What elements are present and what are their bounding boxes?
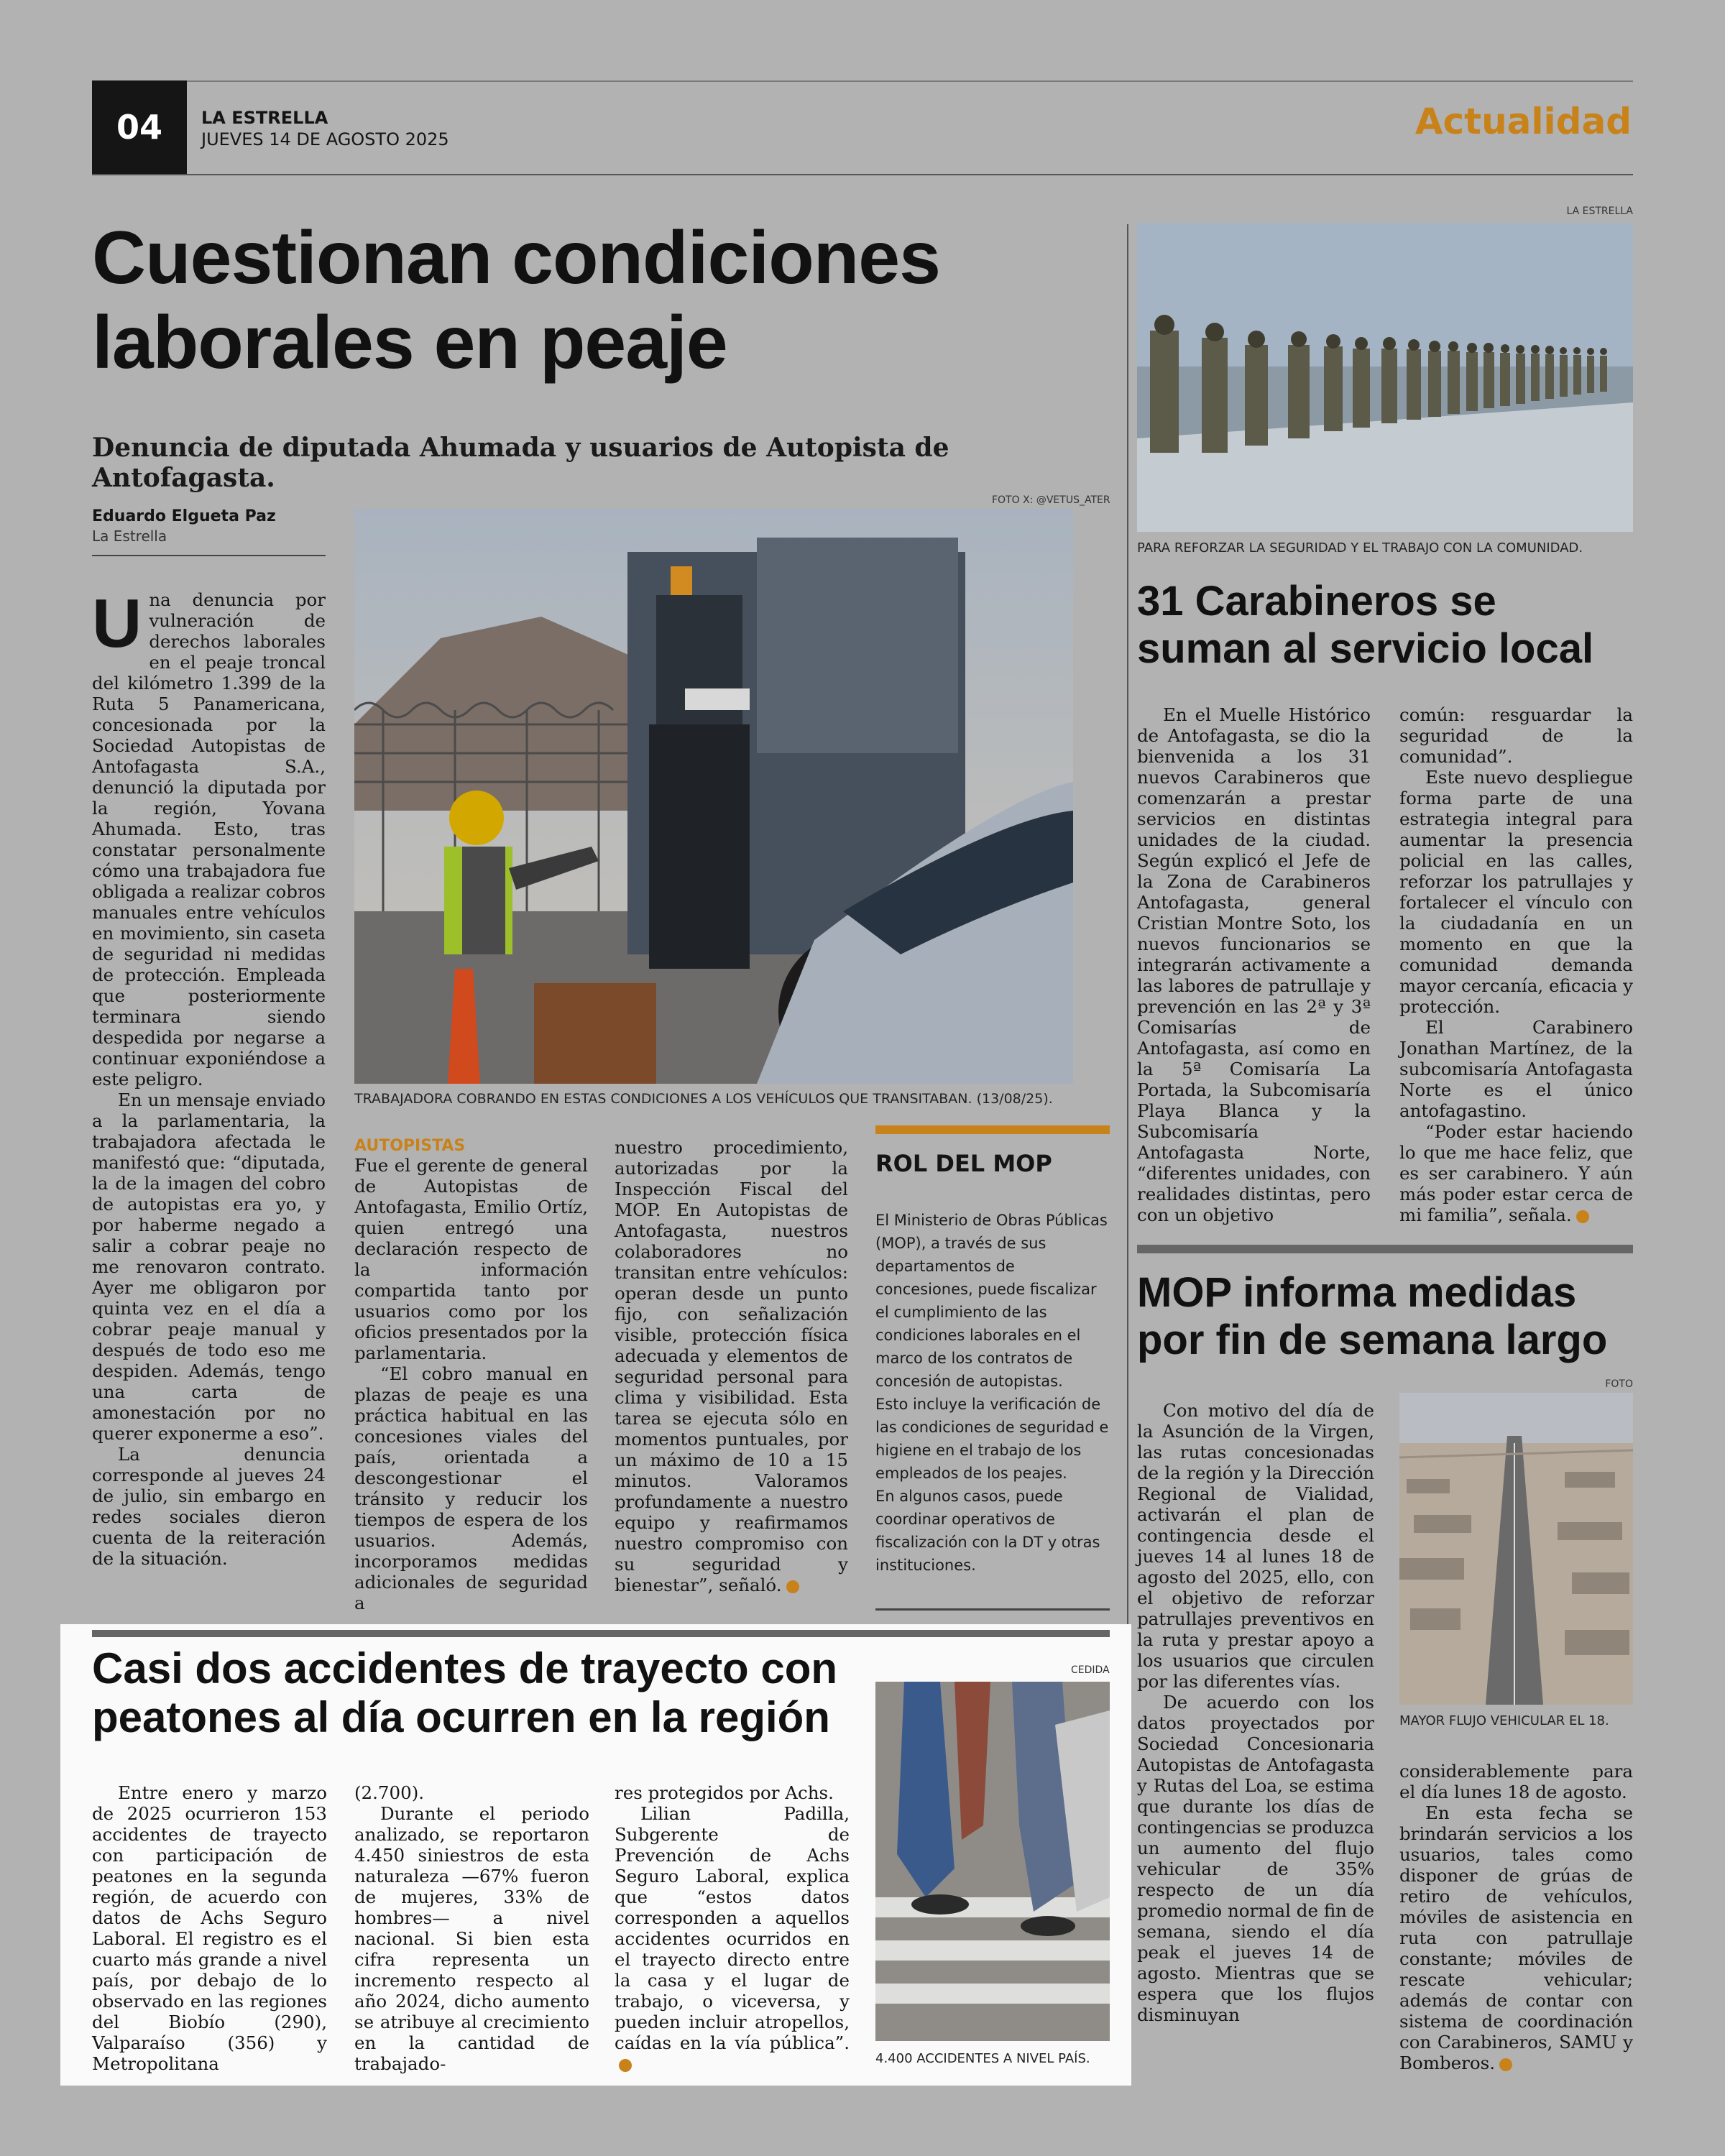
main-col1-p2: En un mensaje enviado a la parlamentaria, la trabajadora afectada le manifestó que: “diputada, la de la imagen del cobro de autopistas era yo, y por haberme negado a salir a cobrar peaje no me renovaron contrato. Ayer me obligaron por quinta vez en el día a cobrar peaje manual y después de todo eso me despiden. Además, tengo una carta de amonestación por no querer exponerme a eso”.: [92, 1089, 326, 1444]
accidents-col3: [615, 1782, 850, 2074]
accidents-headline: Casi dos accidentes de trayecto con peatones al día ocurren en la región: [92, 1644, 838, 1741]
accidents-col2-p1: (2.700).: [354, 1782, 425, 1803]
carabineros-photo-credit: LA ESTRELLA: [1566, 206, 1633, 217]
mop-col1: [1137, 1400, 1374, 2025]
highway-aerial-photo: [1399, 1393, 1633, 1705]
mop-col2-p1: considerablemente para el día lunes 18 de agosto.: [1399, 1761, 1633, 1802]
accidents-col3-p2: Lilian Padilla, Subgerente de Prevención de Achs Seguro Laboral, explica que “estos datos corresponden a aquellos accidentes ocurridos en el trayecto directo entre la casa y el lugar de trabajo, o viceversa, y pueden incluir atropellos, caídas en la vía pública”.: [615, 1803, 850, 2053]
carabineros-photo-caption: PARA REFORZAR LA SEGURIDAD Y EL TRABAJO CON LA COMUNIDAD.: [1137, 540, 1583, 556]
main-col2-p2: “El cobro manual en plazas de peaje es una práctica habitual en las concesiones viales del país, orientada a descongestionar el tránsito y reducir los tiempos de espera de los usuarios. Además, incorporamos medidas adicionales de seguridad a: [354, 1363, 588, 1613]
main-col2-p1: Fue el gerente de general de Autopistas de Antofagasta, Emilio Ortíz, quien entregó una declaración respecto de la información compartida tanto por usuarios como por los oficios presentados por la parlamentaria.: [354, 1155, 588, 1363]
carabineros-illustration: [1137, 223, 1633, 532]
carabineros-col2-p2: Este nuevo despliegue forma parte de una estrategia integral para aumentar la presencia policial en las calles, reforzar los patrullajes y fortalecer el vínculo con la ciudadanía en un momento en que la comunidad demanda mayor cercanía, eficacia y protección.: [1399, 767, 1633, 1017]
box-p2: Esto incluye la verificación de las condiciones de seguridad e higiene en el trabajo de los empleados de los peajes.: [875, 1396, 1109, 1482]
main-photo-caption: TRABAJADORA COBRANDO EN ESTAS CONDICIONES A LOS VEHÍCULOS QUE TRANSITABAN. (13/08/25).: [354, 1091, 1053, 1107]
kicker-autopistas: AUTOPISTAS: [354, 1137, 466, 1155]
page-number: 04: [92, 80, 187, 174]
accidents-top-rule: [92, 1630, 1110, 1637]
accidents-col2: [354, 1782, 589, 2074]
main-col1-p3: La denuncia corresponde al jueves 24 de julio, sin embargo en redes sociales dieron cuenta de la reiteración de la situación.: [92, 1444, 326, 1569]
mop-col2: [1399, 1761, 1633, 2073]
end-mark-icon: [619, 2059, 632, 2072]
carabineros-col2-p3: El Carabinero Jonathan Martínez, de la subcomisaría Antofagasta Norte es el único antofagastino.: [1399, 1017, 1633, 1121]
main-photo-credit: FOTO X: @VETUS_ATER: [992, 494, 1110, 506]
mop-photo-credit: FOTO: [1605, 1378, 1633, 1390]
dropcap: U: [92, 585, 142, 662]
toll-worker-illustration: [354, 509, 1073, 1084]
carabineros-col2-p4: “Poder estar haciendo lo que me hace feliz, que es ser carabinero. Y aún más poder estar cerca de mi familia”, señala.: [1399, 1121, 1633, 1225]
main-col3-p1: nuestro procedimiento, autorizadas por la Inspección Fiscal del MOP. En Autopistas de Antofagasta, nuestros colaboradores no transitan entre vehículos: operan desde un punto fijo, con señalización visible, protección física adecuada y elementos de seguridad personal para clima y visibilidad. Esta tarea se ejecuta sólo en momentos puntuales, por un máximo de 10 a 15 minutos. Valoramos profundamente a nuestro equipo y reafirmamos nuestro compromiso con su seguridad y bienestar”, señaló.: [615, 1137, 848, 1595]
box-title: ROL DEL MOP: [875, 1150, 1052, 1177]
mop-photo-caption: MAYOR FLUJO VEHICULAR EL 18.: [1399, 1713, 1609, 1728]
pedestrians-photo: [875, 1682, 1110, 2041]
box-p3: En algunos casos, puede coordinar operativos de fiscalización con la DT y otras instituciones.: [875, 1488, 1100, 1574]
publication-date: JUEVES 14 DE AGOSTO 2025: [201, 129, 449, 149]
byline-rule: [92, 555, 326, 556]
main-deck: Denuncia de diputada Ahumada y usuarios de Autopista de Antofagasta.: [92, 433, 949, 493]
mop-top-rule: [1137, 1245, 1633, 1253]
publication-name: LA ESTRELLA: [201, 108, 328, 128]
main-headline: Cuestionan condiciones laborales en peaje: [92, 216, 940, 384]
mop-headline: MOP informa medidas por fin de semana largo: [1137, 1269, 1608, 1363]
box-p1: El Ministerio de Obras Públicas (MOP), a través de sus departamentos de concesiones, puede fiscalizar el cumplimiento de las condiciones laborales en el marco de los contratos de concesión de autopistas.: [875, 1212, 1108, 1390]
top-rule: [92, 80, 1633, 82]
accidents-col3-p1: res protegidos por Achs.: [615, 1782, 834, 1803]
accidents-col1-p1: Entre enero y marzo de 2025 ocurrieron 153 accidentes de trayecto con participación de peatones en la segunda región, de acuerdo con datos de Achs Seguro Laboral. El registro es el cuarto más grande a nivel país, por debajo de lo observado en las regiones del Biobío (290), Valparaíso (356) y Metropolitana: [92, 1782, 327, 2074]
end-mark-icon: [1499, 2058, 1512, 2071]
main-article-col2: [354, 1137, 588, 1613]
box-accent-bar: [875, 1125, 1110, 1134]
carabineros-photo: [1137, 223, 1633, 532]
end-mark-icon: [1576, 1210, 1589, 1223]
carabineros-headline: 31 Carabineros se suman al servicio local: [1137, 578, 1594, 672]
main-article-col1: [92, 585, 326, 1569]
accidents-photo-caption: 4.400 ACCIDENTES A NIVEL PAÍS.: [875, 2051, 1090, 2066]
byline-source: La Estrella: [92, 528, 167, 545]
main-article-col3: [615, 1137, 848, 1595]
section-title: Actualidad: [1414, 101, 1632, 142]
end-mark-icon: [786, 1580, 799, 1593]
accidents-col2-p2: Durante el periodo analizado, se reportaron 4.450 siniestros de esta naturaleza —67% fueron de mujeres, 33% de hombres— a nivel nacional. Si bien esta cifra representa un incremento respecto al año 2024, dicho aumento se atribuye al crecimiento en la cantidad de trabajado-: [354, 1803, 589, 2074]
mop-p1: Con motivo del día de la Asunción de la Virgen, las rutas concesionadas de la región y la Dirección Regional de Vialidad, activarán el plan de contingencia desde el jueves 14 al lunes 18 de agosto del 2025, ello, con el objetivo de reforzar patrullajes preventivos en la ruta y prestar apoyo a los usuarios que circulen por las diferentes vías.: [1137, 1400, 1374, 1692]
box-text: [875, 1209, 1110, 1577]
byline-author: Eduardo Elgueta Paz: [92, 507, 276, 525]
header-rule: [92, 174, 1633, 175]
mop-p2: De acuerdo con los datos proyectados por Sociedad Concesionaria Autopistas de Antofagasta y Rutas del Loa, se estima que durante los días de contingencias se produzca un aumento del flujo vehicular de 35% respecto de un día promedio normal de fin de semana, siendo el día peak el jueves 14 de agosto. Mientras que se espera que los flujos disminuyan: [1137, 1692, 1374, 2025]
accidents-col1: [92, 1782, 327, 2074]
toll-worker-photo: [354, 509, 1073, 1084]
mop-col2-p2: En esta fecha se brindarán servicios a los usuarios, tales como disponer de grúas de retiro de vehículos, móviles de asistencia en ruta con patrullaje constante; móviles de rescate vehicular; además de contar con sistema de coordinación con Carabineros, SAMU y Bomberos.: [1399, 1802, 1633, 2073]
box-bottom-rule: [875, 1608, 1110, 1611]
carabineros-col2: [1399, 704, 1633, 1225]
main-col1-p1: na denuncia por vulneración de derechos laborales en el peaje troncal del kilómetro 1.399 de la Ruta 5 Panamericana, concesionada por la Sociedad Autopistas de Antofagasta S.A., denunció la diputada por la región, Yovana Ahumada. Esto, tras constatar personalmente cómo una trabajadora fue obligada a realizar cobros manuales entre vehículos en movimiento, sin caseta de seguridad ni medidas de protección. Empleada que posteriormente terminara siendo despedida por negarse a continuar exponiéndose a este peligro.: [92, 589, 326, 1089]
pedestrians-illustration: [875, 1682, 1110, 2041]
accidents-photo-credit: CEDIDA: [1071, 1664, 1110, 1676]
carabineros-col1: [1137, 704, 1371, 1225]
carabineros-col2-p1: común: resguardar la seguridad de la comunidad”.: [1399, 704, 1633, 767]
highway-illustration: [1399, 1393, 1633, 1705]
carabineros-col1-p1: En el Muelle Histórico de Antofagasta, se dio la bienvenida a los 31 nuevos Carabineros que comenzarán a prestar servicios en distintas unidades de la ciudad. Según explicó el Jefe de la Zona de Carabineros Antofagasta, general Cristian Montre Soto, los nuevos funcionarios se integrarán activamente a las labores de patrullaje y prevención en las 2ª y 3ª Comisarías de Antofagasta, así como en la 5ª Comisaría La Portada, la Subcomisaría Playa Blanca y la Subcomisaría Antofagasta Norte, “diferentes unidades, con realidades distintas, pero con un objetivo: [1137, 704, 1371, 1225]
